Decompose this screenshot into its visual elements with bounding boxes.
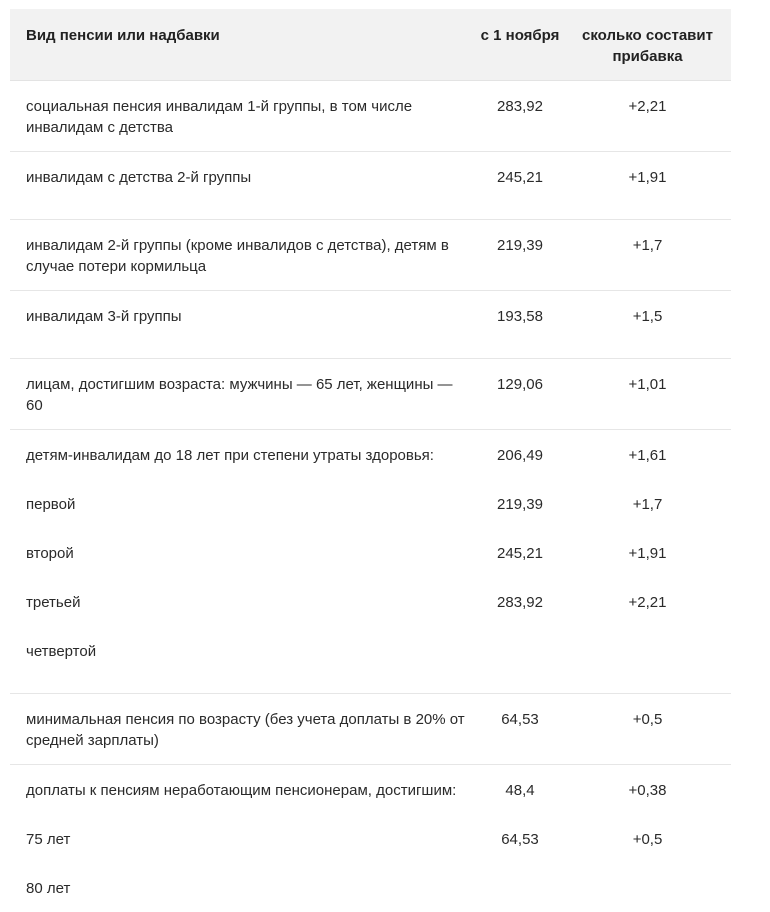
pension-table [10,9,731,912]
row-label: социальная пенсия инвалидам 1-й группы, в том числе инвалидам с детства [26,98,413,136]
table-row [10,359,731,430]
table-row [10,291,731,359]
row-value: 64,53 [501,831,539,848]
table-row [10,430,731,479]
row-label: лицам, достигшим возраста: мужчины — 65 лет, женщины — 60 [26,376,453,414]
row-increase: +1,7 [632,237,663,254]
table-row [10,220,731,291]
row-increase: +1,01 [628,376,667,393]
row-increase: +0,5 [632,711,663,728]
row-label: детям-инвалидам до 18 лет при степени утраты здоровья: [26,447,434,464]
header-increase: сколько составит прибавка [582,27,713,65]
row-label: второй [26,545,74,562]
row-label: инвалидам 3-й группы [26,308,182,325]
row-value: 283,92 [497,98,543,115]
row-increase: +1,7 [632,496,663,513]
row-label: минимальная пенсия по возрасту (без учета доплаты в 20% от средней зарплаты) [26,711,465,749]
table-row [10,814,731,863]
row-label: 75 лет [26,831,71,848]
row-label: 80 лет [26,880,71,897]
row-value: 245,21 [497,545,543,562]
row-label: инвалидам с детства 2-й группы [26,169,252,186]
row-value: 64,53 [501,711,539,728]
row-label: доплаты к пенсиям неработающим пенсионерам, достигшим: [26,782,457,799]
table-header [10,9,731,81]
row-label: четвертой [26,643,97,660]
row-increase: +1,91 [628,545,667,562]
table-row [10,863,731,912]
row-label: третьей [26,594,81,611]
table-row [10,479,731,528]
table-row [10,694,731,765]
row-increase: +1,61 [628,447,667,464]
row-increase: +2,21 [628,98,667,115]
header-from-november: с 1 ноября [480,27,560,44]
row-value: 193,58 [497,308,543,325]
row-increase: +0,5 [632,831,663,848]
row-increase: +0,38 [628,782,667,799]
row-increase: +1,5 [632,308,663,325]
row-value: 48,4 [505,782,535,799]
table-row [10,528,731,577]
row-value: 129,06 [497,376,543,393]
table-row [10,765,731,814]
row-value: 245,21 [497,169,543,186]
header-type: Вид пенсии или надбавки [26,27,220,44]
row-value: 283,92 [497,594,543,611]
row-value: 206,49 [497,447,543,464]
table-row [10,152,731,220]
table-row [10,81,731,152]
row-label: инвалидам 2-й группы (кроме инвалидов с детства), детям в случае потери кормильца [26,237,449,275]
row-value: 219,39 [497,496,543,513]
row-value: 219,39 [497,237,543,254]
row-increase: +1,91 [628,169,667,186]
table-row [10,626,731,694]
table-row [10,577,731,626]
row-label: первой [26,496,76,513]
row-increase: +2,21 [628,594,667,611]
